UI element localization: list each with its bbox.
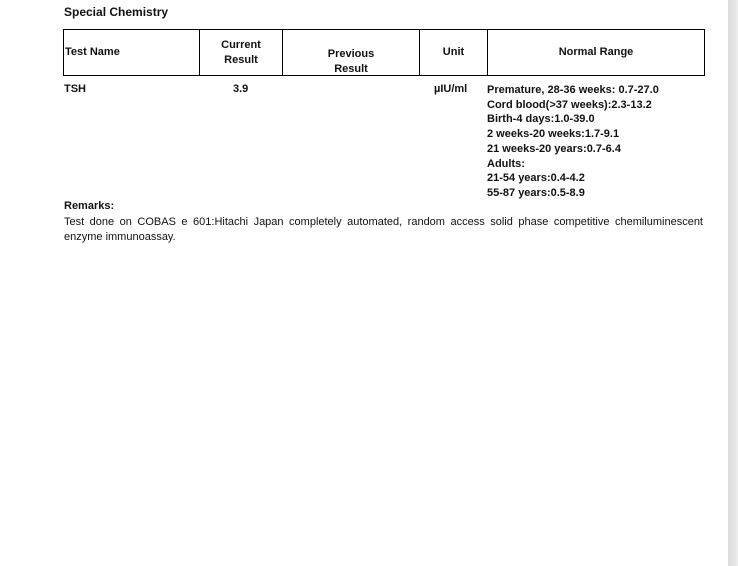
header-current-result-line1: Current <box>221 38 261 51</box>
section-title: Special Chemistry <box>64 5 169 19</box>
header-current-result-line2: Result <box>224 53 258 66</box>
header-normal-range: Normal Range <box>558 46 634 58</box>
normal-range-line: 21-54 years:0.4-4.2 <box>487 172 585 185</box>
header-previous-result-line1: Previous <box>327 48 375 60</box>
header-current-result <box>200 30 283 75</box>
normal-range-line: Birth-4 days:1.0-39.0 <box>487 113 595 126</box>
header-previous-result <box>283 30 420 75</box>
normal-range-line: 21 weeks-20 years:0.7-6.4 <box>487 142 621 155</box>
header-test-name: Test Name <box>64 30 200 75</box>
test-name-value: TSH <box>64 83 86 95</box>
current-result-value: 3.9 <box>233 83 249 95</box>
unit-value: µIU/ml <box>434 83 468 95</box>
page-edge <box>728 0 738 566</box>
normal-range-line: 55-87 years:0.5-8.9 <box>487 186 585 199</box>
normal-range-line: 2 weeks-20 weeks:1.7-9.1 <box>487 128 620 141</box>
header-unit: Unit <box>420 30 488 75</box>
normal-range-line: Cord blood(>37 weeks):2.3-13.2 <box>487 98 652 111</box>
header-previous-result-line2: Result <box>334 63 368 75</box>
normal-range-line: Adults: <box>487 157 525 170</box>
results-table-header <box>63 29 705 76</box>
remarks-text: Test done on COBAS e 601:Hitachi Japan completely automated, random access solid phase competitive chemiluminescent enzyme immunoassay. <box>64 216 703 243</box>
normal-range-list <box>487 83 659 201</box>
normal-range-line: Premature, 28-36 weeks: 0.7-27.0 <box>487 84 659 96</box>
remarks-label: Remarks: <box>64 200 115 212</box>
